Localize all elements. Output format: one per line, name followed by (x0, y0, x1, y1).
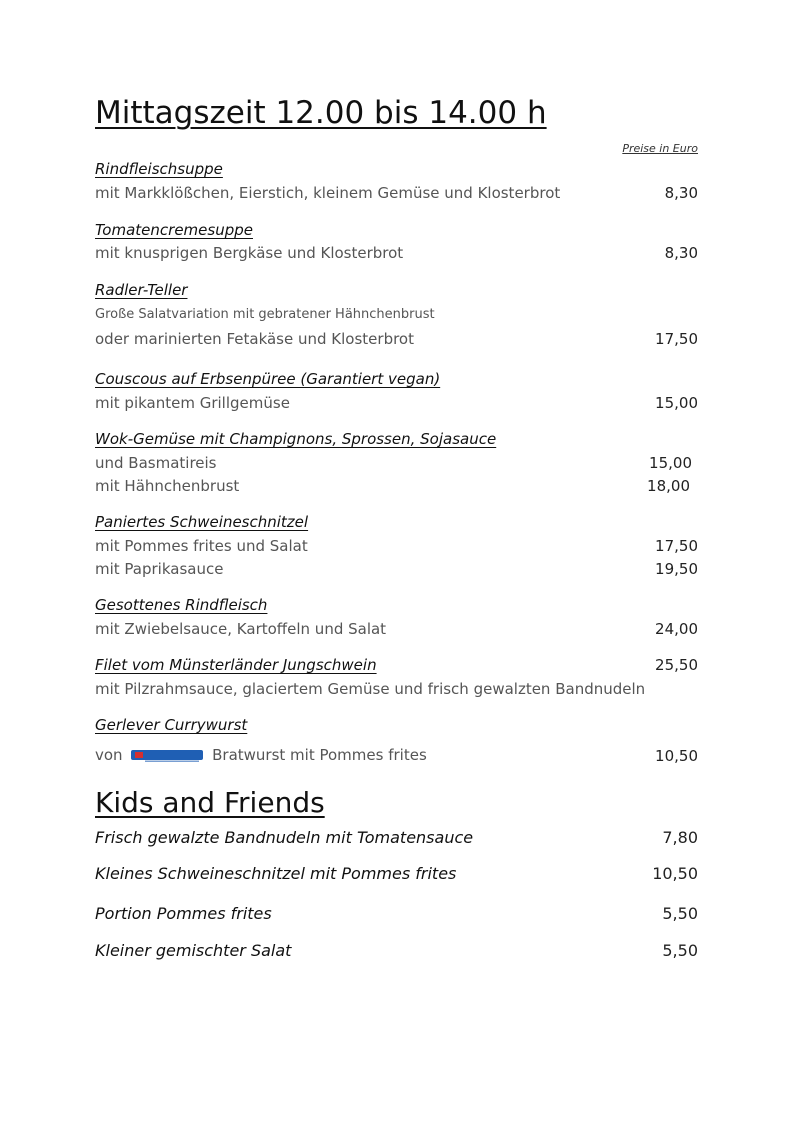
dish-description: mit Hähnchenbrust (95, 477, 240, 495)
dish-price: 18,00 (647, 477, 690, 495)
kids-price: 10,50 (652, 864, 698, 883)
dish-description: mit Markklößchen, Eierstich, kleinem Gemüse und Klosterbrot (95, 184, 561, 202)
damhus-logo (131, 749, 203, 763)
dish-name: Paniertes Schweineschnitzel (95, 513, 309, 531)
dish-price: 17,50 (655, 537, 698, 555)
dish-price: 8,30 (664, 184, 698, 202)
kids-item: Kleines Schweineschnitzel mit Pommes frites (95, 864, 457, 883)
dish-price: 17,50 (655, 330, 698, 348)
dish-price: 15,00 (649, 454, 692, 472)
kids-item: Portion Pommes frites (95, 904, 272, 923)
dish-description: mit Paprikasauce (95, 560, 224, 578)
prices-note: Preise in Euro (622, 142, 698, 155)
kids-section-title: Kids and Friends (95, 786, 325, 819)
kids-price: 7,80 (662, 828, 698, 847)
dish-name: Filet vom Münsterländer Jungschwein (95, 656, 377, 674)
dish-name: Rindfleischsuppe (95, 160, 223, 178)
kids-item: Frisch gewalzte Bandnudeln mit Tomatensauce (95, 828, 474, 847)
kids-item: Kleiner gemischter Salat (95, 941, 292, 960)
dish-price: 8,30 (664, 244, 698, 262)
dish-description: mit knusprigen Bergkäse und Klosterbrot (95, 244, 404, 262)
dish-description (95, 746, 427, 764)
kids-price: 5,50 (662, 941, 698, 960)
dish-price: 24,00 (655, 620, 698, 638)
page-title: Mittagszeit 12.00 bis 14.00 h (95, 95, 547, 131)
kids-price: 5,50 (662, 904, 698, 923)
dish-price: 25,50 (655, 656, 698, 674)
dish-name: Tomatencremesuppe (95, 221, 253, 239)
dish-description: mit pikantem Grillgemüse (95, 394, 290, 412)
dish-description: mit Pilzrahmsauce, glaciertem Gemüse und frisch gewalzten Bandnudeln (95, 680, 646, 698)
dish-description: und Basmatireis (95, 454, 217, 472)
dish-name: Couscous auf Erbsenpüree (Garantiert vegan) (95, 370, 441, 388)
dish-price: 19,50 (655, 560, 698, 578)
dish-description: mit Zwiebelsauce, Kartoffeln und Salat (95, 620, 387, 638)
description-text: von (95, 746, 123, 764)
dish-price: 10,50 (655, 747, 698, 765)
dish-name: Wok-Gemüse mit Champignons, Sprossen, Sojasauce (95, 430, 497, 448)
dish-description: oder marinierten Fetakäse und Klosterbrot (95, 330, 414, 348)
dish-name: Radler-Teller (95, 281, 188, 299)
dish-name: Gesottenes Rindfleisch (95, 596, 268, 614)
description-text: Bratwurst mit Pommes frites (212, 746, 427, 764)
dish-description: Große Salatvariation mit gebratener Hähnchenbrust (95, 307, 435, 322)
dish-price: 15,00 (655, 394, 698, 412)
dish-description: mit Pommes frites und Salat (95, 537, 308, 555)
dish-name: Gerlever Currywurst (95, 716, 248, 734)
